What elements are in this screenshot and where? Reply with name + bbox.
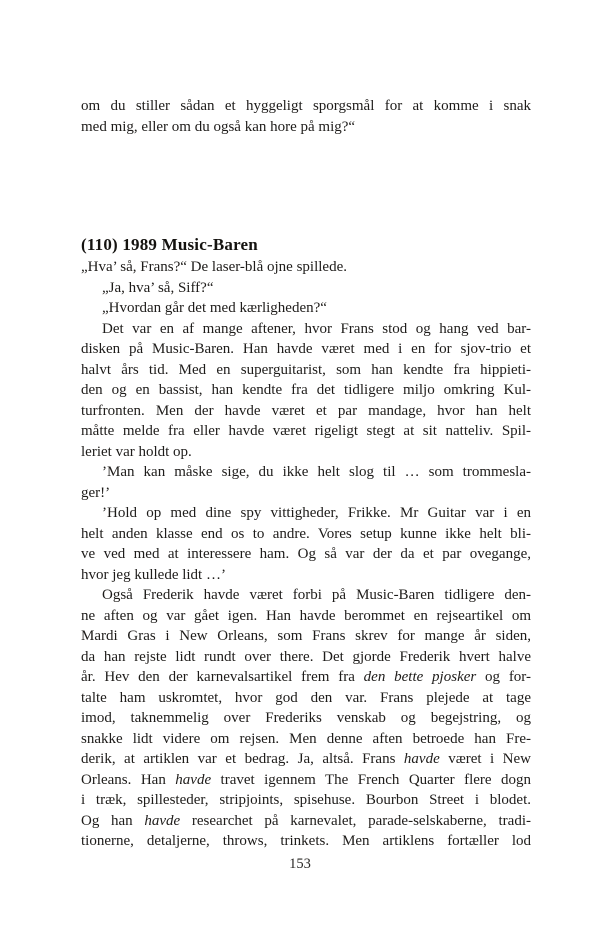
text-line <box>81 483 531 504</box>
plain-text: ’Hold op med dine spy vittigheder, Frikke. Mr Guitar var i en <box>102 505 531 521</box>
text-line <box>81 585 531 606</box>
text-block <box>81 96 531 852</box>
plain-text: da han rejste lidt rundt over there. Det gjorde Frederik hvert halve <box>81 648 531 665</box>
plain-text: ve ved med at interessere ham. Og så var der da et par ovegange, <box>81 546 531 562</box>
plain-text: Og han <box>81 812 145 829</box>
plain-text: ger!’ <box>81 484 111 501</box>
text-line <box>81 565 531 586</box>
plain-text: imod, taknemmelig over Frederiks venskab og begejstring, og <box>81 710 531 726</box>
plain-text: om du stiller sådan et hyggeligt sporgsmål for at komme i snak <box>81 98 531 114</box>
plain-text: den og en bassist, han kendte fra det tidligere miljo omkring Kul- <box>81 382 531 398</box>
text-line <box>81 524 531 545</box>
text-line <box>81 708 531 729</box>
text-line <box>81 360 531 381</box>
plain-text: været i New <box>439 751 531 767</box>
text-line <box>81 401 531 422</box>
text-line <box>81 96 531 117</box>
plain-text: snakke lidt videre om rejsen. Men denne aften betroede han Fre- <box>81 730 531 747</box>
text-line <box>81 729 531 750</box>
plain-text: ne aften og var gået igen. Han havde berommet en rejseartikel om <box>81 607 531 624</box>
text-line <box>81 647 531 668</box>
plain-text: tionerne, detaljerne, throws, trinkets. Men artiklens fortæller lod <box>81 833 531 849</box>
text-line <box>81 626 531 647</box>
plain-text: travet igennem The French Quarter flere dogn <box>211 771 531 788</box>
text-line <box>81 380 531 401</box>
plain-text: halvt års tid. Med en superguitarist, som han kendte fra hippieti- <box>81 361 531 378</box>
plain-text: leriet var holdt op. <box>81 443 192 460</box>
italic-text: havde <box>175 771 212 788</box>
plain-text: Orleans. Han <box>81 771 176 788</box>
page-number: 153 <box>289 856 311 872</box>
paragraph <box>81 462 531 503</box>
section-heading: (110) 1989 Music-Baren <box>81 235 258 254</box>
paragraph <box>81 585 531 852</box>
plain-text: talte ham uskromtet, hvor god den var. Frans plejede at tage <box>81 689 531 706</box>
italic-text: den bette pjosker <box>363 669 477 685</box>
text-line <box>81 319 531 340</box>
text-line <box>81 257 531 278</box>
plain-text: turfronten. Men der havde været et par mandage, hvor han helt <box>81 402 531 419</box>
plain-text: derik, at artiklen var et bedrag. Ja, altså. Frans <box>81 751 404 767</box>
text-line <box>81 462 531 483</box>
text-line <box>81 117 531 138</box>
plain-text: ’Man kan måske sige, du ikke helt slog til … som trommesla- <box>102 464 531 480</box>
text-line <box>81 298 531 319</box>
italic-text: havde <box>403 751 440 767</box>
text-line <box>81 667 531 688</box>
paragraph <box>81 298 531 319</box>
paragraph <box>81 257 531 278</box>
plain-text: „Ja, hva’ så, Siff?“ <box>102 279 214 296</box>
text-line <box>81 831 531 852</box>
plain-text: måtte melde fra eller havde været rigeligt stegt at sit natteliv. Spil- <box>81 423 531 439</box>
section-paragraphs <box>81 257 531 852</box>
text-line <box>81 503 531 524</box>
paragraph <box>81 319 531 463</box>
paragraph <box>81 278 531 299</box>
text-line <box>81 790 531 811</box>
plain-text: disken på Music-Baren. Han havde været med i en for sjov-trio et <box>81 341 531 357</box>
plain-text: Mardi Gras i New Orleans, som Frans skrev for mange år siden, <box>81 628 531 644</box>
plain-text: „Hva’ så, Frans?“ De laser-blå ojne spillede. <box>81 259 347 275</box>
text-line <box>81 811 531 832</box>
text-line <box>81 442 531 463</box>
text-line <box>81 770 531 791</box>
plain-text: researchet på karnevalet, parade-selskaberne, tradi- <box>180 812 531 829</box>
text-line <box>81 544 531 565</box>
text-line <box>81 688 531 709</box>
text-line <box>81 749 531 770</box>
text-line <box>81 278 531 299</box>
plain-text: og for- <box>476 669 532 685</box>
plain-text: „Hvordan går det med kærligheden?“ <box>102 300 327 316</box>
paragraph <box>81 503 531 585</box>
plain-text: med mig, eller om du også kan hore på mig?“ <box>81 118 356 135</box>
continuation-paragraph <box>81 96 531 137</box>
plain-text: år. Hev den der karnevalsartikel frem fra <box>81 669 364 685</box>
plain-text: Det var en af mange aftener, hvor Frans stod og hang ved bar- <box>102 320 531 337</box>
plain-text: i træk, spillesteder, stripjoints, spisehuse. Bourbon Street i blodet. <box>81 792 531 808</box>
plain-text: Også Frederik havde været forbi på Music-Baren tidligere den- <box>102 587 531 603</box>
italic-text: havde <box>144 812 181 829</box>
text-line <box>81 339 531 360</box>
text-line <box>81 421 531 442</box>
text-line <box>81 606 531 627</box>
plain-text: hvor jeg kullede lidt …’ <box>81 566 226 583</box>
plain-text: helt anden klasse end os to andre. Vores setup kunne ikke helt bli- <box>81 525 531 542</box>
